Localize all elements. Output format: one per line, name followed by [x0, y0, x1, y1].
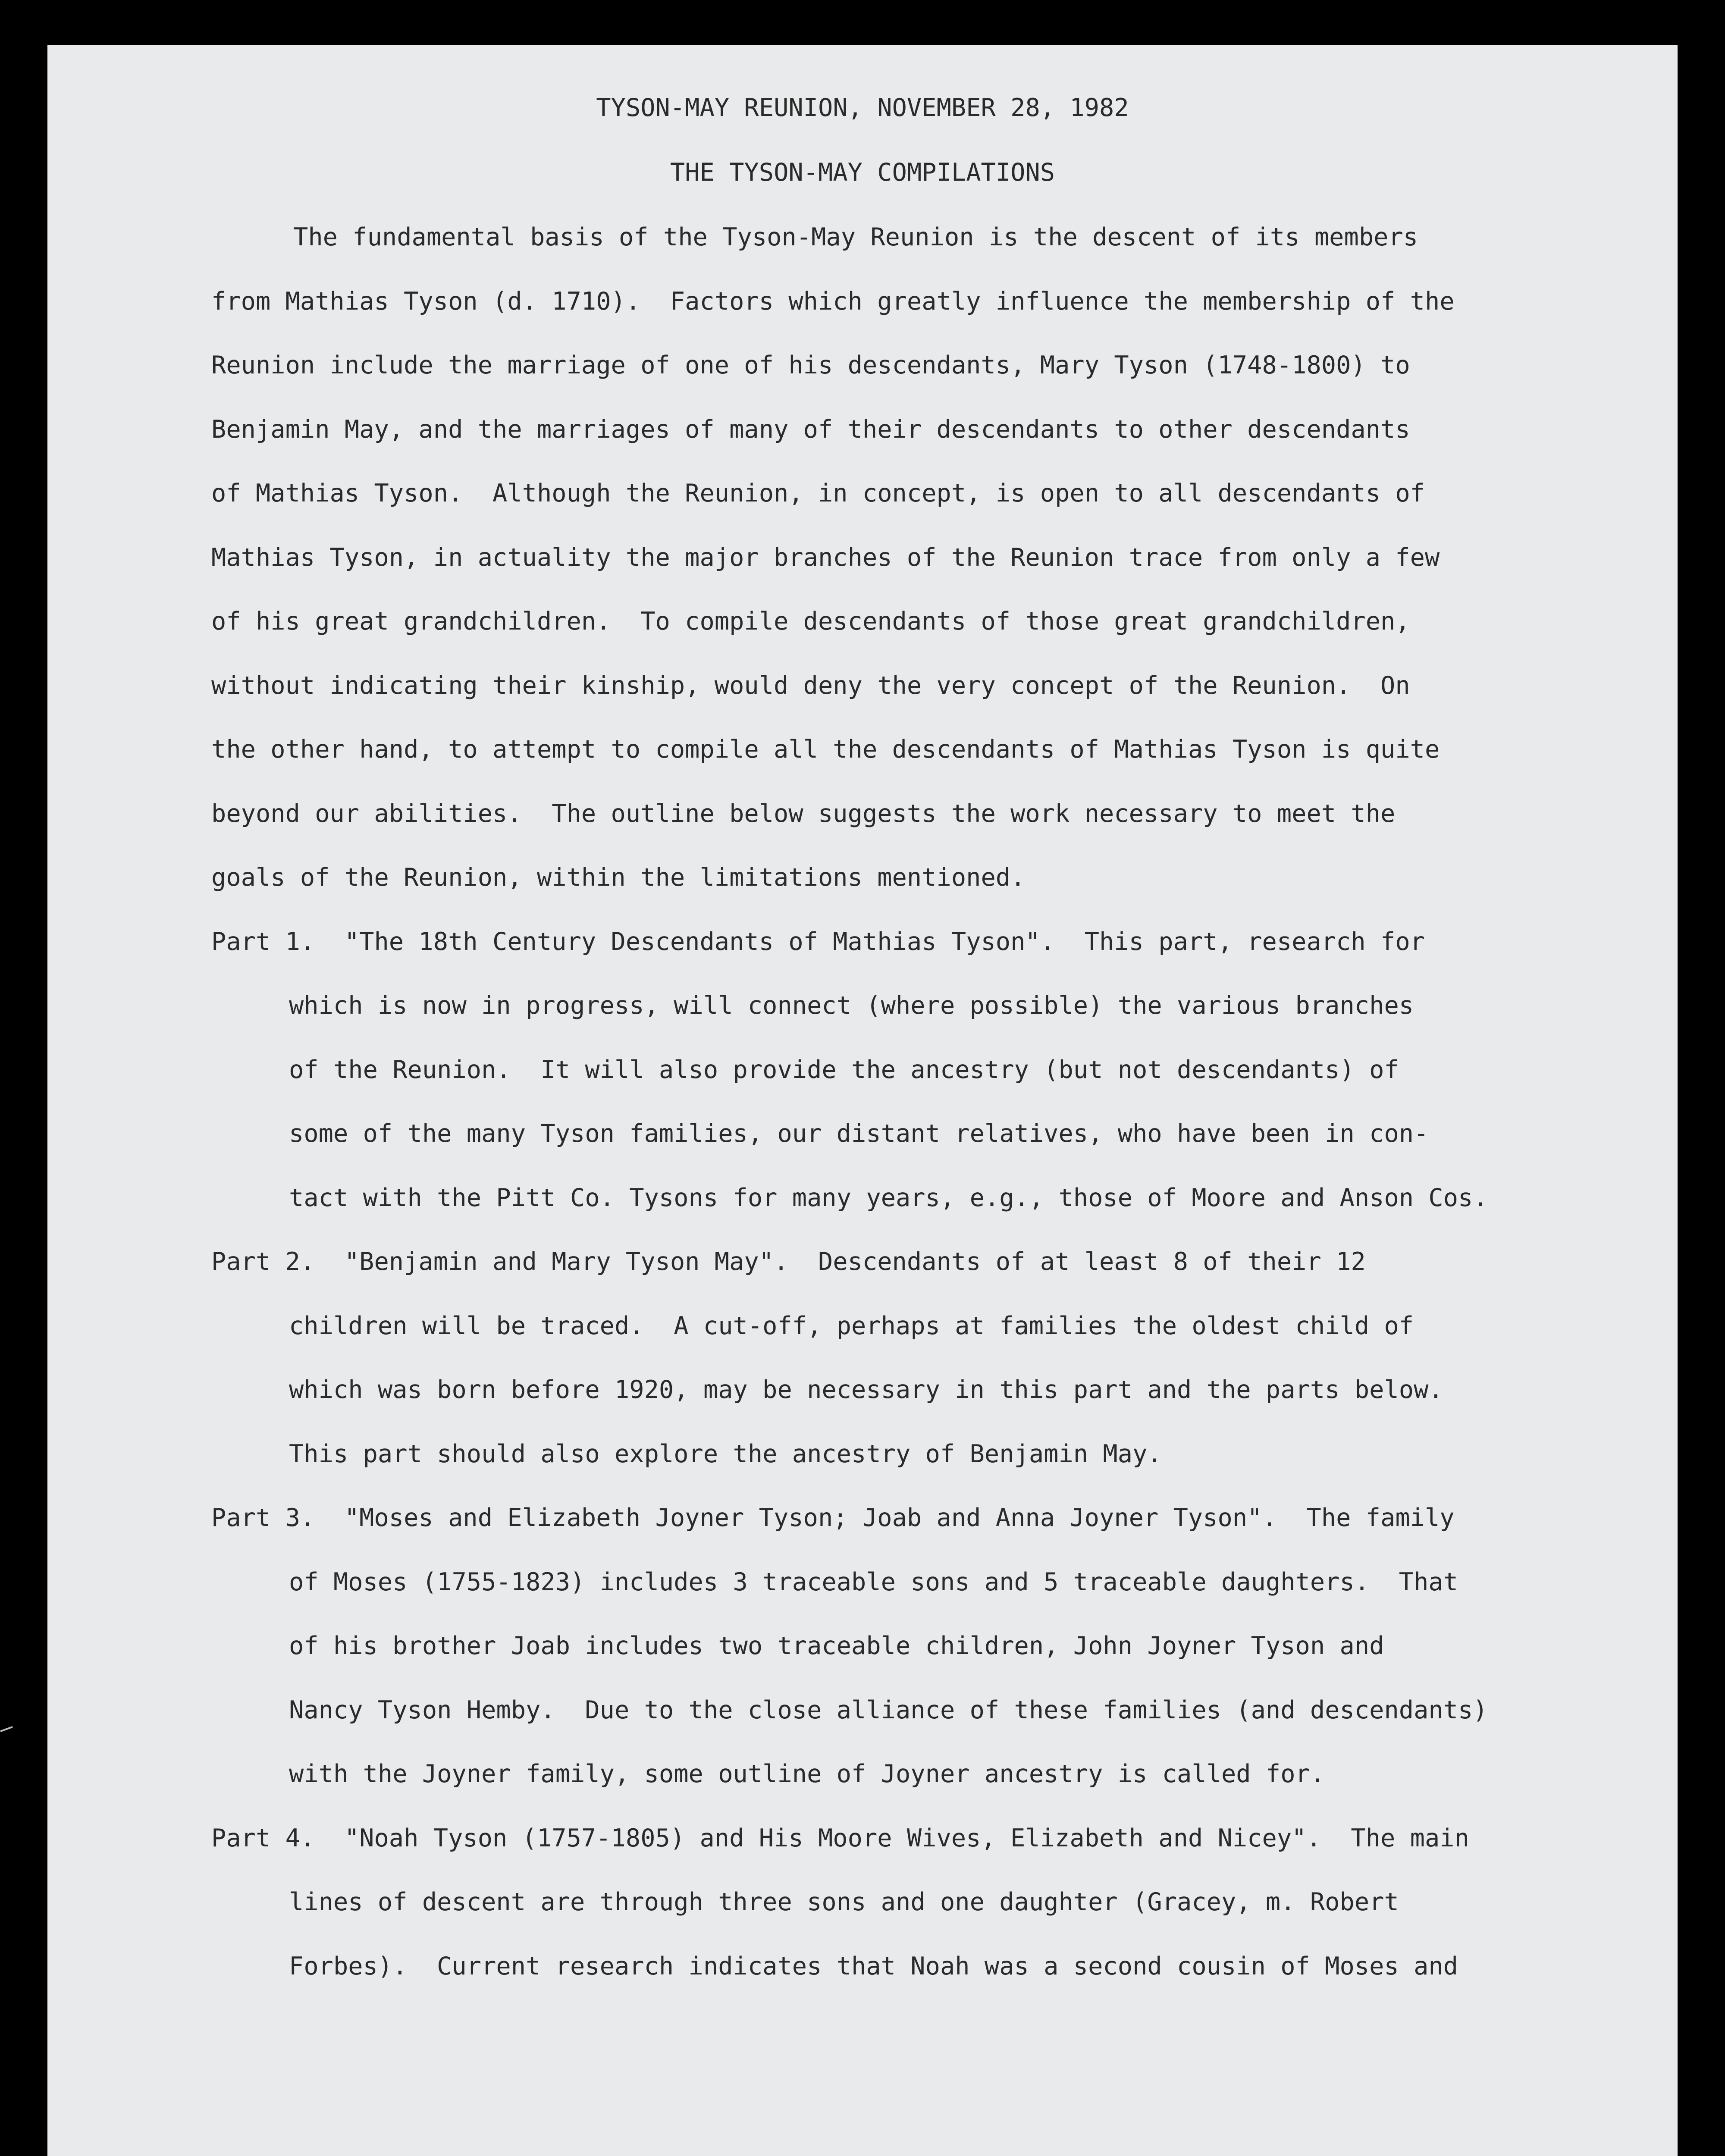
body-line: Nancy Tyson Hemby. Due to the close alliance of these families (and descendants): [289, 1696, 1488, 1724]
document-subtitle: THE TYSON-MAY COMPILATIONS: [670, 158, 1055, 187]
body-line: of Moses (1755-1823) includes 3 traceable sons and 5 traceable daughters. That: [289, 1568, 1458, 1596]
scan-mark: [0, 1726, 13, 1732]
body-line: Part 4. "Noah Tyson (1757-1805) and His Moore Wives, Elizabeth and Nicey". The main: [211, 1824, 1469, 1852]
body-line: The fundamental basis of the Tyson-May Reunion is the descent of its members: [293, 223, 1418, 251]
body-line: Part 3. "Moses and Elizabeth Joyner Tyson; Joab and Anna Joyner Tyson". The family: [211, 1504, 1455, 1532]
body-line: beyond our abilities. The outline below suggests the work necessary to meet the: [211, 799, 1396, 828]
body-line: without indicating their kinship, would deny the very concept of the Reunion. On: [211, 671, 1410, 700]
body-line: Part 2. "Benjamin and Mary Tyson May". Descendants of at least 8 of their 12: [211, 1247, 1366, 1276]
body-line: children will be traced. A cut-off, perhaps at families the oldest child of: [289, 1312, 1414, 1340]
body-line: tact with the Pitt Co. Tysons for many years, e.g., those of Moore and Anson Cos.: [289, 1184, 1488, 1212]
body-line: Mathias Tyson, in actuality the major branches of the Reunion trace from only a few: [211, 543, 1440, 572]
body-line: of the Reunion. It will also provide the ancestry (but not descendants) of: [289, 1056, 1399, 1084]
body-line: which is now in progress, will connect (where possible) the various branches: [289, 991, 1414, 1020]
body-line: Part 1. "The 18th Century Descendants of Mathias Tyson". This part, research for: [211, 928, 1425, 956]
body-line: of Mathias Tyson. Although the Reunion, in concept, is open to all descendants of: [211, 479, 1425, 508]
body-line: This part should also explore the ancestry of Benjamin May.: [289, 1440, 1162, 1468]
body-line: which was born before 1920, may be necessary in this part and the parts below.: [289, 1376, 1443, 1404]
document-title: TYSON-MAY REUNION, NOVEMBER 28, 1982: [596, 94, 1129, 122]
body-line: goals of the Reunion, within the limitations mentioned.: [211, 863, 1026, 892]
body-line: the other hand, to attempt to compile all the descendants of Mathias Tyson is quite: [211, 735, 1440, 764]
document-page: [47, 45, 1678, 2156]
body-line: from Mathias Tyson (d. 1710). Factors which greatly influence the membership of the: [211, 287, 1455, 316]
body-line: with the Joyner family, some outline of Joyner ancestry is called for.: [289, 1760, 1325, 1788]
body-line: of his brother Joab includes two traceable children, John Joyner Tyson and: [289, 1632, 1384, 1660]
body-line: Benjamin May, and the marriages of many of their descendants to other descendants: [211, 415, 1410, 444]
body-line: Reunion include the marriage of one of his descendants, Mary Tyson (1748-1800) to: [211, 351, 1410, 379]
body-line: of his great grandchildren. To compile descendants of those great grandchildren,: [211, 607, 1410, 636]
body-line: some of the many Tyson families, our distant relatives, who have been in con-: [289, 1119, 1429, 1148]
body-line: Forbes). Current research indicates that Noah was a second cousin of Moses and: [289, 1952, 1458, 1981]
body-line: lines of descent are through three sons and one daughter (Gracey, m. Robert: [289, 1888, 1399, 1916]
